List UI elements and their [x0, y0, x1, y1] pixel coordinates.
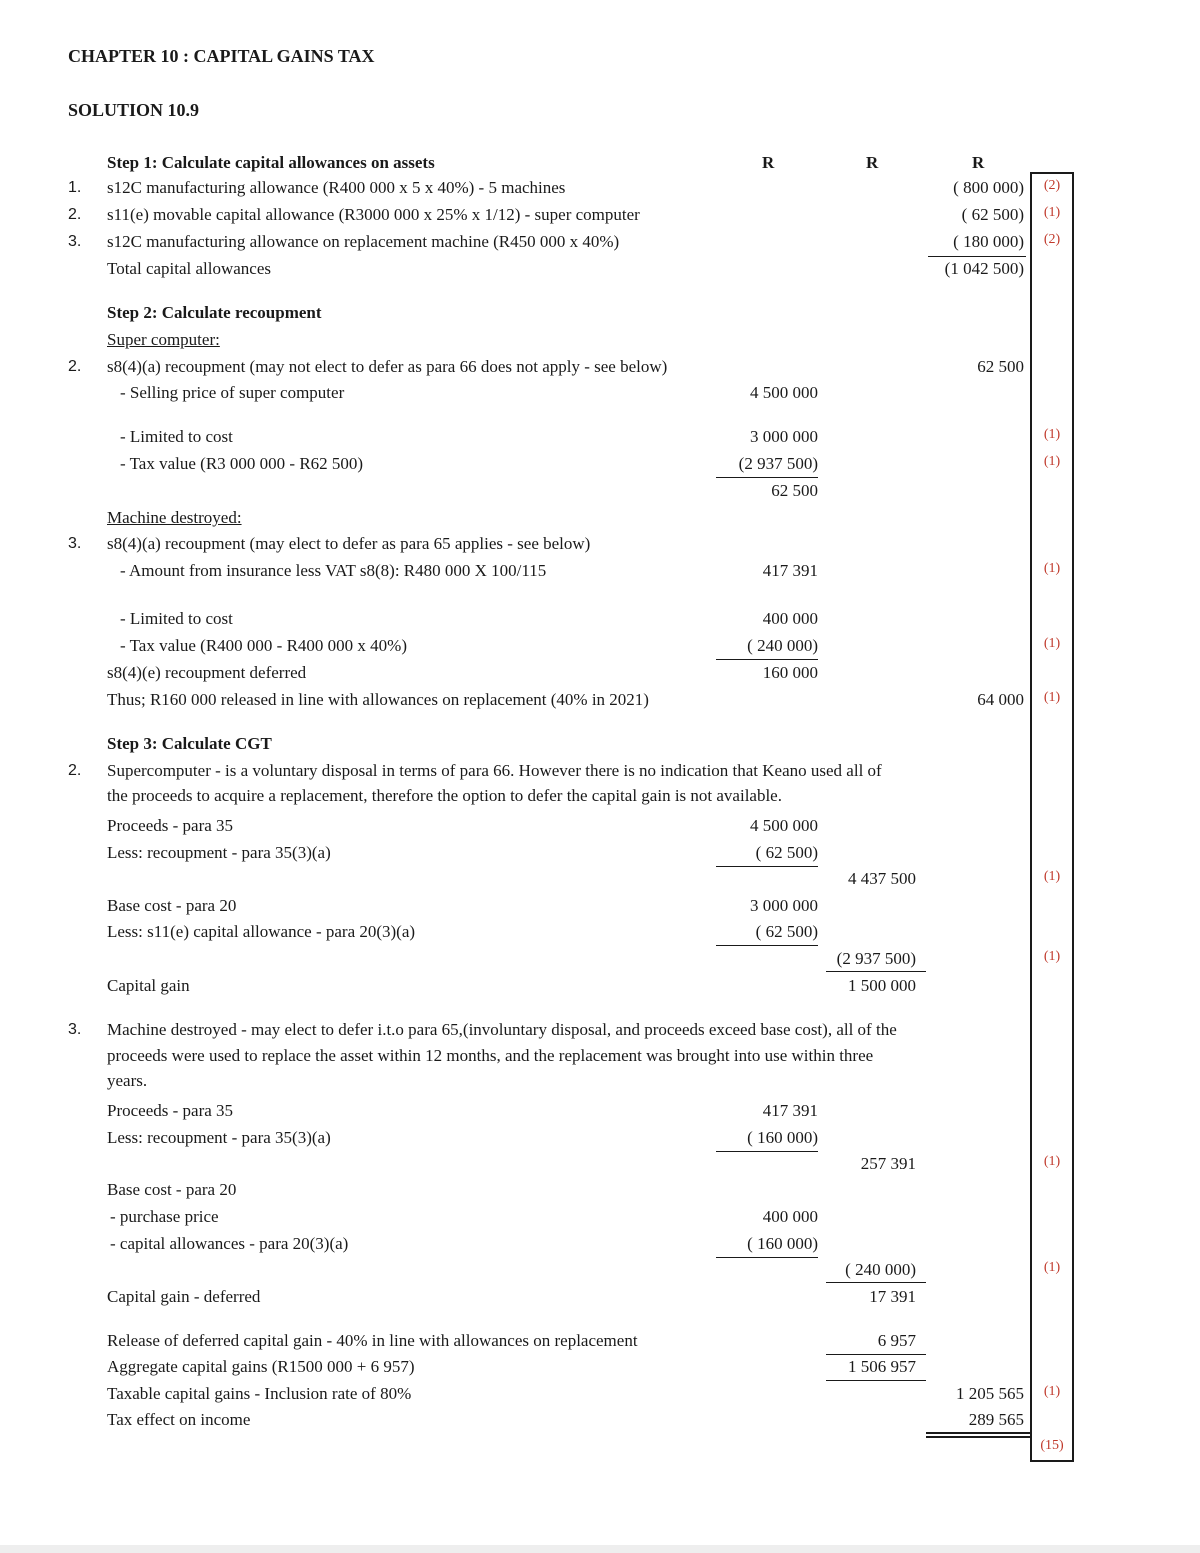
step3-super-base-amount: 3 000 000	[750, 896, 818, 915]
step2-limited-amount: 3 000 000	[750, 427, 818, 446]
step3-super-proceeds-label: Proceeds - para 35	[107, 816, 234, 835]
step3-machine-gain-rule	[826, 1282, 926, 1283]
step1-row2-amount: ( 62 500)	[961, 205, 1024, 224]
step3-super-proceeds-amount: 4 500 000	[750, 816, 818, 835]
step3-aggregate-rule	[826, 1380, 926, 1381]
step2-machine-number: 3.	[68, 535, 82, 552]
step2-taxvalue-label: - Tax value (R3 000 000 - R62 500)	[120, 454, 364, 473]
step2-machine-label: s8(4)(a) recoupment (may elect to defer as para 65 applies - see below)	[107, 534, 591, 553]
step3-aggregate-label: Aggregate capital gains (R1500 000 + 6 957)	[107, 1357, 415, 1376]
step3-machine-purchase-label: - purchase price	[110, 1207, 219, 1226]
step2-release-label: Thus; R160 000 released in line with allowances on replacement (40% in 2021)	[107, 690, 649, 709]
step2-super-label: s8(4)(a) recoupment (may not elect to defer as para 66 does not apply - see below)	[107, 357, 668, 376]
step3-machine-allow-label: - capital allowances - para 20(3)(a)	[110, 1234, 349, 1253]
step2-machine-taxvalue-amount: ( 240 000)	[747, 636, 818, 655]
step2-release-mark: (1)	[1043, 690, 1061, 705]
step3-release-label: Release of deferred capital gain - 40% in line with allowances on replacement	[107, 1331, 638, 1350]
step1-row1-label: s12C manufacturing allowance (R400 000 x 5 x 40%) - 5 machines	[107, 178, 566, 197]
column-header-r1: R	[762, 153, 775, 172]
step2-super-heading: Super computer:	[107, 330, 220, 349]
step3-machine-base-label: Base cost - para 20	[107, 1180, 237, 1199]
step1-row3-amount: ( 180 000)	[953, 232, 1024, 251]
step3-machine-allow-amount: ( 160 000)	[747, 1234, 818, 1253]
step1-total-rule	[928, 256, 1026, 257]
step3-super-less-label: Less: recoupment - para 35(3)(a)	[107, 843, 331, 862]
step2-deferred-amount: 160 000	[762, 663, 818, 682]
step3-machine-text2: proceeds were used to replace the asset within 12 months, and the replacement was brought into use within three	[107, 1046, 874, 1065]
step1-row2-number: 2.	[68, 206, 82, 223]
step2-insurance-amount: 417 391	[762, 561, 818, 580]
step2-machine-heading: Machine destroyed:	[107, 508, 242, 527]
step3-taxable-mark: (1)	[1043, 1384, 1061, 1399]
step2-machine-rule	[716, 659, 818, 660]
step3-super-gain-rule	[826, 971, 926, 972]
step1-row3-number: 3.	[68, 233, 82, 250]
step3-super-less-allow-amount: ( 62 500)	[755, 922, 818, 941]
page-bottom-bar	[0, 1545, 1200, 1553]
step3-machine-less-label: Less: recoupment - para 35(3)(a)	[107, 1128, 331, 1147]
step3-super-net-mark: (1)	[1043, 869, 1061, 884]
step2-machine-taxvalue-label: - Tax value (R400 000 - R400 000 x 40%)	[120, 636, 407, 655]
total-marks: (15)	[1040, 1438, 1064, 1453]
step3-machine-less-amount: ( 160 000)	[747, 1128, 818, 1147]
step2-super-rule	[716, 477, 818, 478]
step2-taxvalue-amount: (2 937 500)	[738, 454, 818, 473]
step2-insurance-label: - Amount from insurance less VAT s8(8): R480 000 X 100/115	[120, 561, 547, 580]
step1-title: Step 1: Calculate capital allowances on assets	[107, 153, 435, 172]
step3-super-base-label: Base cost - para 20	[107, 896, 237, 915]
step1-total-amount: (1 042 500)	[944, 259, 1024, 278]
step3-machine-text3: years.	[107, 1071, 148, 1090]
step3-taxable-label: Taxable capital gains - Inclusion rate of 80%	[107, 1384, 412, 1403]
step2-machine-limited-amount: 400 000	[762, 609, 818, 628]
step3-machine-proceeds-amount: 417 391	[762, 1101, 818, 1120]
step3-machine-net-base: ( 240 000)	[845, 1260, 916, 1279]
column-header-r2: R	[866, 153, 879, 172]
step3-machine-number: 3.	[68, 1021, 82, 1038]
step3-super-text1: Supercomputer - is a voluntary disposal in terms of para 66. However there is no indication that Keano used all of	[107, 761, 882, 780]
step3-super-text2: the proceeds to acquire a replacement, therefore the option to defer the capital gain is not available.	[107, 786, 782, 805]
step1-total-label: Total capital allowances	[107, 259, 272, 278]
step2-taxvalue-mark: (1)	[1043, 454, 1061, 469]
step1-row1-number: 1.	[68, 179, 82, 196]
step3-super-less-amount: ( 62 500)	[755, 843, 818, 862]
step3-super-net-base-mark: (1)	[1043, 949, 1061, 964]
step1-row2-mark: (1)	[1043, 205, 1061, 220]
step2-super-amount: 62 500	[977, 357, 1024, 376]
step2-release-amount: 64 000	[977, 690, 1024, 709]
step3-super-base-rule	[716, 945, 818, 946]
step3-machine-proceeds-rule	[716, 1151, 818, 1152]
step3-machine-net-base-mark: (1)	[1043, 1260, 1061, 1275]
step3-machine-gain-amount: 17 391	[869, 1287, 916, 1306]
step2-machine-taxvalue-mark: (1)	[1043, 636, 1061, 651]
step2-deferred-label: s8(4)(e) recoupment deferred	[107, 663, 307, 682]
column-header-r3: R	[972, 153, 985, 172]
tax-double-rule-bottom	[926, 1436, 1030, 1438]
step3-super-number: 2.	[68, 762, 82, 779]
step3-super-net-proceeds: 4 437 500	[848, 869, 916, 888]
step3-taxable-amount: 1 205 565	[956, 1384, 1024, 1403]
solution-title: SOLUTION 10.9	[68, 100, 200, 120]
step3-tax-label: Tax effect on income	[107, 1410, 251, 1429]
step3-machine-text1: Machine destroyed - may elect to defer i.t.o para 65,(involuntary disposal, and proceeds exceed base cost), all of the	[107, 1020, 897, 1039]
step3-super-proceeds-rule	[716, 866, 818, 867]
step3-super-net-base: (2 937 500)	[836, 949, 916, 968]
step3-machine-purchase-amount: 400 000	[762, 1207, 818, 1226]
step2-selling-amount: 4 500 000	[750, 383, 818, 402]
step2-super-result: 62 500	[771, 481, 818, 500]
step3-machine-gain-label: Capital gain - deferred	[107, 1287, 261, 1306]
step2-limited-mark: (1)	[1043, 427, 1061, 442]
step2-limited-label: - Limited to cost	[120, 427, 233, 446]
step3-aggregate-amount: 1 506 957	[848, 1357, 916, 1376]
step3-machine-net-proceeds: 257 391	[860, 1154, 916, 1173]
step2-title: Step 2: Calculate recoupment	[107, 303, 322, 322]
step2-insurance-mark: (1)	[1043, 561, 1061, 576]
step3-super-less-allow-label: Less: s11(e) capital allowance - para 20(3)(a)	[107, 922, 416, 941]
step1-row1-amount: ( 800 000)	[953, 178, 1024, 197]
step3-release-amount: 6 957	[877, 1331, 916, 1350]
step1-row3-label: s12C manufacturing allowance on replacement machine (R450 000 x 40%)	[107, 232, 620, 251]
step1-row3-mark: (2)	[1043, 232, 1061, 247]
step3-title: Step 3: Calculate CGT	[107, 734, 272, 753]
step1-row2-label: s11(e) movable capital allowance (R3000 000 x 25% x 1/12) - super computer	[107, 205, 640, 224]
step3-release-rule	[826, 1354, 926, 1355]
step3-machine-net-mark: (1)	[1043, 1154, 1061, 1169]
tax-double-rule-top	[926, 1432, 1030, 1434]
step2-selling-label: - Selling price of super computer	[120, 383, 345, 402]
step2-machine-limited-label: - Limited to cost	[120, 609, 233, 628]
step1-row1-mark: (2)	[1043, 178, 1061, 193]
step3-super-gain-amount: 1 500 000	[848, 976, 916, 995]
step3-super-gain-label: Capital gain	[107, 976, 190, 995]
step2-super-number: 2.	[68, 358, 82, 375]
chapter-title: CHAPTER 10 : CAPITAL GAINS TAX	[68, 46, 375, 66]
step3-tax-amount: 289 565	[968, 1410, 1024, 1429]
step3-machine-proceeds-label: Proceeds - para 35	[107, 1101, 234, 1120]
step3-machine-base-rule	[716, 1257, 818, 1258]
marks-column-box	[1030, 172, 1074, 1462]
